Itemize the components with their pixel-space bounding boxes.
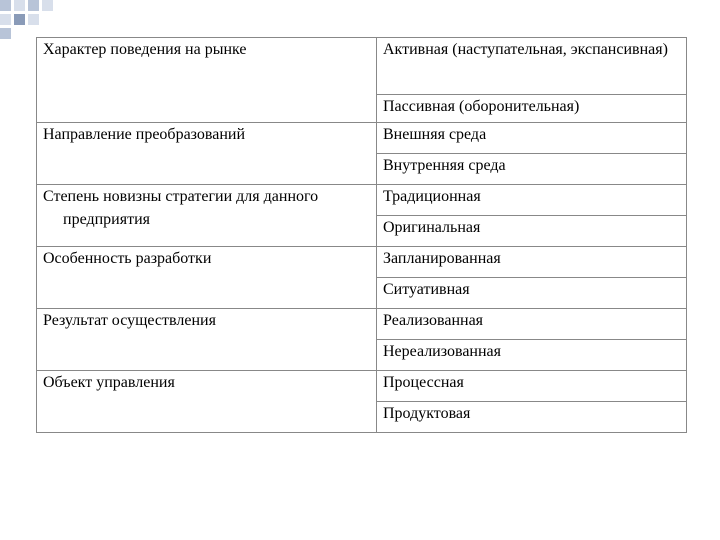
- criterion-cell: Особенность разработки: [37, 247, 377, 309]
- value-cell: Реализованная: [377, 309, 687, 340]
- criterion-cell: Степень новизны стратегии для данного предприятия: [37, 185, 377, 247]
- deco-square: [28, 14, 39, 25]
- deco-square: [0, 14, 11, 25]
- value-cell: Внутренняя среда: [377, 154, 687, 185]
- value-cell: Пассивная (оборонительная): [377, 95, 687, 123]
- value-cell: Традиционная: [377, 185, 687, 216]
- criterion-cell: Направление преобразований: [37, 123, 377, 185]
- table-row: [37, 38, 687, 95]
- corner-decoration: [0, 0, 80, 40]
- deco-square: [28, 0, 39, 11]
- criterion-cell: Объект управления: [37, 371, 377, 433]
- criterion-cell: Результат осуществления: [37, 309, 377, 371]
- value-cell: Продуктовая: [377, 402, 687, 433]
- deco-square: [0, 0, 11, 11]
- deco-square: [14, 14, 25, 25]
- deco-square: [42, 0, 53, 11]
- deco-square: [14, 0, 25, 11]
- value-cell: Нереализованная: [377, 340, 687, 371]
- deco-square: [0, 28, 11, 39]
- value-cell: Активная (наступательная, экспансивная): [377, 38, 687, 95]
- table-row: [37, 309, 687, 340]
- value-cell: Процессная: [377, 371, 687, 402]
- value-cell: Оригинальная: [377, 216, 687, 247]
- table-row: [37, 371, 687, 402]
- table-row: [37, 185, 687, 216]
- table-row: [37, 123, 687, 154]
- value-cell: Запланированная: [377, 247, 687, 278]
- criterion-cell: Характер поведения на рынке: [37, 38, 377, 123]
- value-cell: Ситуативная: [377, 278, 687, 309]
- value-cell: Внешняя среда: [377, 123, 687, 154]
- table-row: [37, 247, 687, 278]
- strategy-classification-table: [36, 37, 687, 433]
